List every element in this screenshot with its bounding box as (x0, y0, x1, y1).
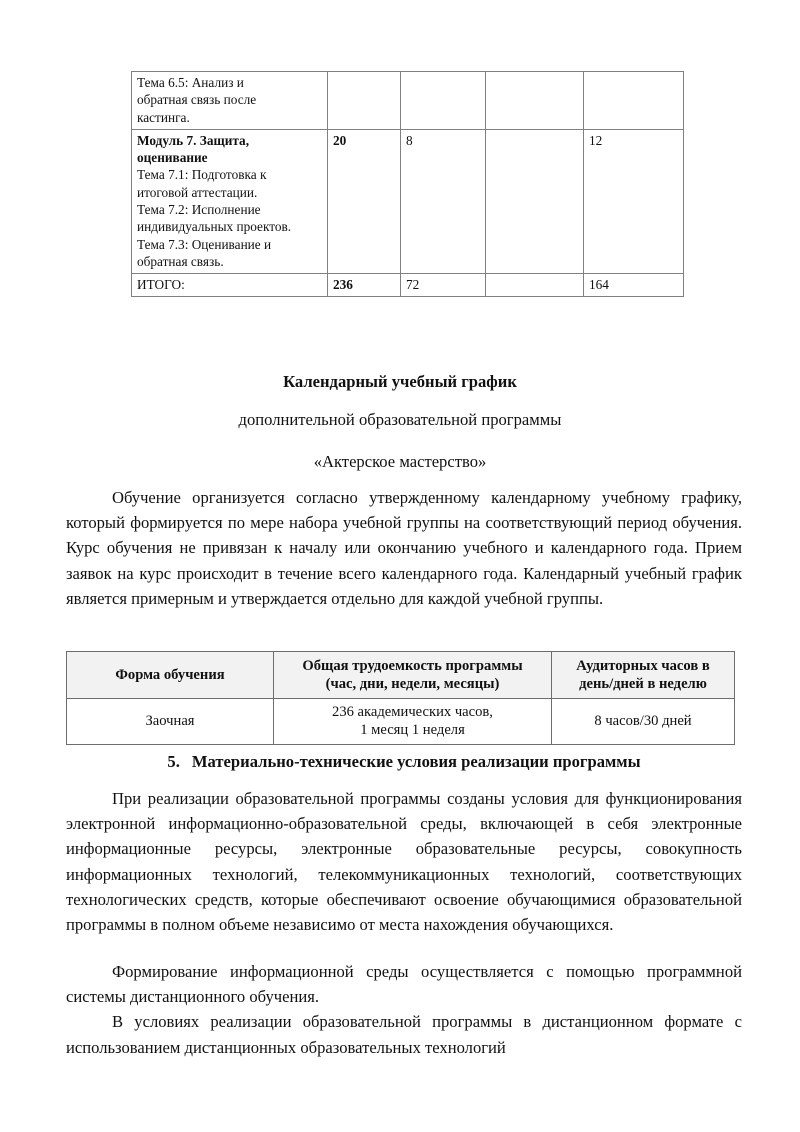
plan-row-total (328, 72, 401, 130)
plan-total-theory: 72 (401, 274, 486, 297)
plan-row-name-line: индивидуальных проектов. (137, 219, 292, 235)
curriculum-plan-table (131, 71, 684, 297)
plan-total-total: 236 (328, 274, 401, 297)
plan-row-module-line: Модуль 7. Защита, (137, 132, 250, 148)
plan-row-name-line: Тема 7.1: Подготовка к (137, 167, 267, 183)
workload-cell-classroom: 8 часов/30 дней (552, 699, 735, 745)
plan-row-module-line: оценивание (137, 150, 208, 166)
table-header-row (67, 652, 735, 699)
paragraph: Формирование информационной среды осуществляется с помощью программной системы дистанционного обучения. (66, 962, 742, 1007)
paragraph: В условиях реализации образовательной программы в дистанционном формате с использованием дистанционных образовательных технологий (66, 1012, 742, 1057)
materials-paragraph-block (66, 786, 742, 937)
plan-row-total: 20 (328, 129, 401, 273)
page-title: Календарный учебный график (283, 372, 517, 391)
intro-paragraph-block (66, 485, 742, 611)
environment-paragraph-block (66, 959, 742, 1060)
plan-row-theory (401, 72, 486, 130)
column-header-workload-line1: Общая трудоемкость программы (302, 657, 523, 674)
workload-cell-workload (274, 699, 552, 745)
paragraph: Обучение организуется согласно утвержденному календарному учебному графику, который формируется по мере набора учебной группы на соответствующий период обучения. Курс обучения не привязан к началу или окончанию учебного и календарного года. Прием заявок на курс происходит в течение всего календарного года. Календарный учебный график является примерным и утверждается отдельно для каждой учебной группы. (66, 488, 742, 608)
paragraph: При реализации образовательной программы созданы условия для функционирования электронной информационно-образовательной среды, включающей в себя электронные информационные ресурсы, электронные образовательные ресурсы, совокупность информационных технологий, телекоммуникационных технологий, соответствующих технологических средств, которые обеспечивают освоение обучающимися образовательной программы в полном объеме независимо от места нахождения обучающихся. (66, 789, 742, 935)
workload-table-body (67, 699, 735, 745)
workload-summary-table-container (66, 651, 734, 745)
column-header-workload (274, 652, 552, 699)
curriculum-plan-table-container (131, 71, 683, 297)
plan-row-name-line: кастинга. (137, 109, 190, 125)
plan-row-individual: 12 (584, 129, 684, 273)
table-row-total (132, 274, 684, 297)
workload-table-header (67, 652, 735, 699)
plan-row-practice (486, 129, 584, 273)
plan-row-name (132, 274, 328, 297)
plan-row-name-line: обратная связь. (137, 253, 224, 269)
workload-summary-table (66, 651, 735, 745)
plan-row-name-line: итоговой аттестации. (137, 184, 258, 200)
plan-row-practice (486, 72, 584, 130)
column-header-classroom-line2: день/дней в неделю (579, 676, 707, 692)
plan-total-label: ИТОГО: (137, 277, 185, 293)
workload-cell-workload-line1: 236 академических часов, (332, 704, 493, 720)
plan-row-name (132, 129, 328, 273)
plan-row-name-line: Тема 7.2: Исполнение (137, 201, 261, 217)
table-row (132, 129, 684, 273)
plan-total-individual: 164 (584, 274, 684, 297)
plan-total-practice (486, 274, 584, 297)
workload-cell-workload-line2: 1 месяц 1 неделя (360, 722, 465, 739)
table-row (67, 699, 735, 745)
page-subtitle-program-name: «Актерское мастерство» (313, 452, 487, 471)
plan-row-name-line: Тема 6.5: Анализ и (137, 75, 244, 90)
plan-row-name-line: Тема 7.3: Оценивание и (137, 236, 272, 252)
section-heading-text: Материально-технические условия реализации программы (191, 752, 641, 771)
plan-row-name (132, 72, 328, 130)
column-header-classroom-line1: Аудиторных часов в (576, 657, 710, 674)
page-subtitle-program: дополнительной образовательной программы (238, 410, 562, 429)
section-heading (66, 752, 742, 772)
plan-row-name-line: обратная связь после (137, 92, 257, 108)
column-header-form: Форма обучения (67, 652, 274, 699)
column-header-workload-line2: (час, дни, недели, месяцы) (325, 676, 500, 692)
workload-cell-form: Заочная (67, 699, 274, 745)
plan-table-body (132, 72, 684, 297)
column-header-classroom (552, 652, 735, 699)
plan-row-individual (584, 72, 684, 130)
plan-row-theory: 8 (401, 129, 486, 273)
table-row (132, 72, 684, 130)
section-number: 5. (167, 752, 180, 771)
